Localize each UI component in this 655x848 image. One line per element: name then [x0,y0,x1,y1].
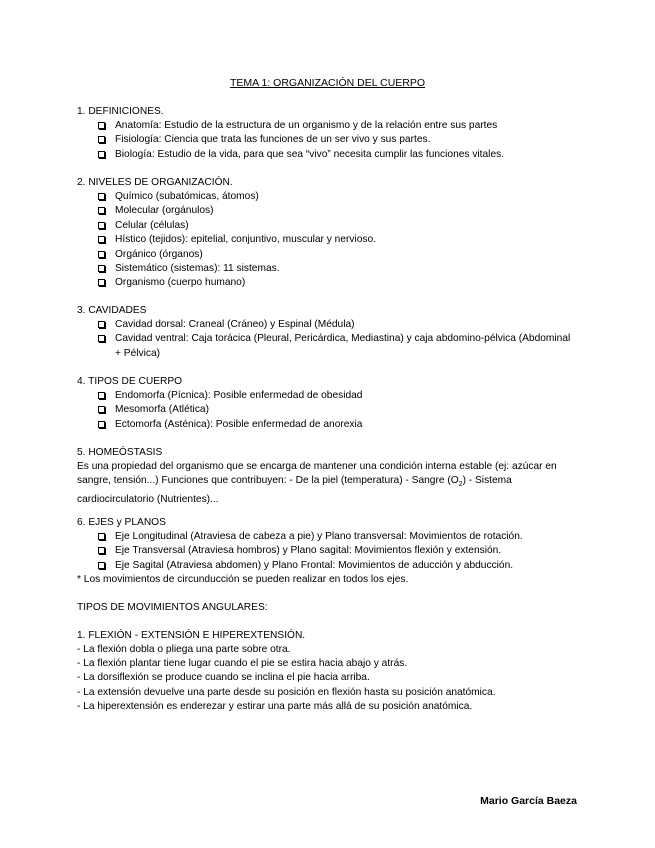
list-item: Fisiología: Ciencia que trata las funciones de un ser vivo y sus partes. [77,133,577,147]
checkbox-bullet-icon [98,122,105,129]
section-heading: TIPOS DE MOVIMIENTOS ANGULARES: [77,602,268,613]
checkbox-bullet-icon [98,136,105,143]
list-item: Eje Transversal (Atraviesa hombros) y Plano sagital: Movimientos flexión y extensión. [77,544,577,558]
checkbox-bullet-icon [98,406,105,413]
list-item: Eje Sagital (Atraviesa abdomen) y Plano Frontal: Movimientos de aducción y abducción. [77,559,577,573]
list-item: - La flexión plantar tiene lugar cuando el pie se estira hacia abajo y atrás. [77,658,408,670]
list-item: Químico (subatómicas, átomos) [77,190,577,204]
section-heading: 6. EJES y PLANOS [77,517,166,528]
checkbox-bullet-icon [98,193,105,200]
list-item: - La hiperextensión es enderezar y estirar una parte más allá de su posición anatómica. [77,700,473,712]
ejes-note: * Los movimientos de circunducción se pueden realizar en todos los ejes. [77,574,409,586]
checkbox-bullet-icon [98,236,105,243]
list-item: Biología: Estudio de la vida, para que sea “vivo” necesita cumplir las funciones vitales. [77,148,577,162]
list-item: Celular (células) [77,219,577,233]
list-item: - La flexión dobla o pliega una parte sobre otra. [77,644,291,655]
checkbox-bullet-icon [98,265,105,272]
section-heading: 4. TIPOS DE CUERPO [77,376,183,387]
section-movimientos [77,601,577,615]
document-title: TEMA 1: ORGANIZACIÓN DEL CUERPO [229,77,426,89]
checkbox-bullet-icon [98,207,105,214]
section-flexion [77,629,577,714]
section-heading: 3. CAVIDADES [77,305,147,316]
checkbox-bullet-icon [98,251,105,258]
section-niveles [77,176,577,291]
checkbox-bullet-icon [98,335,105,342]
list-item: Organismo (cuerpo humano) [77,276,577,290]
list-item: - La extensión devuelve una parte desde su posición en flexión hasta su posición anatómica. [77,686,496,698]
checkbox-bullet-icon [98,547,105,554]
list-item: Sistemático (sistemas): 11 sistemas. [77,262,577,276]
checkbox-bullet-icon [98,151,105,158]
section-heading: 2. NIVELES DE ORGANIZACIÓN. [77,177,233,188]
list-item: - La dorsiflexión se produce cuando se inclina el pie hacia arriba. [77,672,370,684]
list-item: Eje Longitudinal (Atraviesa de cabeza a pie) y Plano transversal: Movimientos de rotación. [77,530,577,544]
list-item: Cavidad ventral: Caja torácica (Pleural, Pericárdica, Mediastina) y caja abdomino-pélvica (Abdominal + Pélvica) [77,332,577,361]
checkbox-bullet-icon [98,562,105,569]
section-heading: 1. DEFINICIONES. [77,106,164,117]
checkbox-bullet-icon [98,222,105,229]
section-homeostasis [77,446,577,507]
section-definiciones [77,105,577,162]
homeostasis-paragraph: Es una propiedad del organismo que se encarga de mantener una condición interna estable (ej: azúcar en sangre, tensión...) Funciones que contribuyen: - De la piel (temperatura) - Sangre $(O_2)$ - Sistema cardiocirculatorio (Nutrientes)... [77,461,557,505]
list-item: Anatomía: Estudio de la estructura de un organismo y de la relación entre sus partes [77,119,577,133]
list-item: Orgánico (órganos) [77,248,577,262]
section-heading: 5. HOMEÓSTASIS [77,447,163,458]
list-item: Molecular (orgánulos) [77,204,577,218]
list-item: Ectomorfa (Asténica): Posible enfermedad de anorexia [77,418,577,432]
checkbox-bullet-icon [98,392,105,399]
checkbox-bullet-icon [98,421,105,428]
list-item: Cavidad dorsal: Craneal (Cráneo) y Espinal (Médula) [77,318,577,332]
checkbox-bullet-icon [98,533,105,540]
section-tipos-cuerpo [77,375,577,432]
list-item: Mesomorfa (Atlética) [77,403,577,417]
list-item: Endomorfa (Pícnica): Posible enfermedad de obesidad [77,389,577,403]
checkbox-bullet-icon [98,321,105,328]
author-name: Mario García Baeza [480,795,577,807]
subsection-heading: 1. FLEXIÓN - EXTENSIÓN E HIPEREXTENSIÓN. [77,630,306,641]
section-cavidades [77,304,577,361]
checkbox-bullet-icon [98,279,105,286]
section-ejes [77,516,577,587]
list-item: Hístico (tejidos): epitelial, conjuntivo, muscular y nervioso. [77,233,577,247]
